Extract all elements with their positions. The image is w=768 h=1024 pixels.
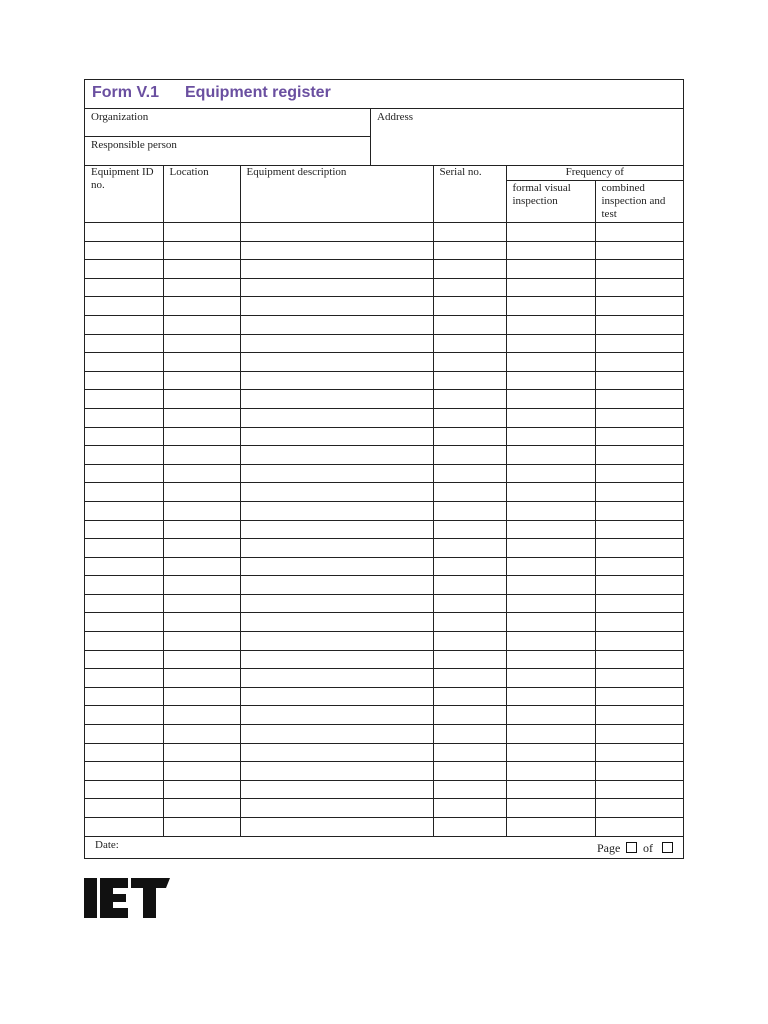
responsible-person-field[interactable]: [85, 137, 370, 165]
table-cell[interactable]: [506, 762, 595, 781]
table-cell[interactable]: [433, 687, 506, 706]
table-cell[interactable]: [85, 520, 163, 539]
table-cell[interactable]: [595, 613, 683, 632]
table-cell[interactable]: [506, 278, 595, 297]
table-cell[interactable]: [506, 799, 595, 818]
table-cell[interactable]: [433, 818, 506, 837]
address-label: Address: [377, 111, 414, 123]
table-cell[interactable]: [240, 632, 433, 651]
table-row: [85, 799, 683, 818]
table-cell[interactable]: [595, 576, 683, 595]
table-row: [85, 371, 683, 390]
table-cell[interactable]: [595, 260, 683, 279]
table-cell[interactable]: [433, 353, 506, 372]
table-cell[interactable]: [433, 780, 506, 799]
table-cell[interactable]: [240, 501, 433, 520]
table-row: [85, 650, 683, 669]
equipment-table: [85, 166, 683, 837]
table-cell[interactable]: [506, 539, 595, 558]
table-row: [85, 446, 683, 465]
table-cell[interactable]: [433, 669, 506, 688]
form-title: Equipment register: [185, 84, 331, 101]
table-row: [85, 241, 683, 260]
form-info-section: [85, 109, 683, 166]
table-cell[interactable]: [240, 390, 433, 409]
table-cell[interactable]: [595, 762, 683, 781]
table-cell[interactable]: [240, 725, 433, 744]
table-cell[interactable]: [163, 408, 240, 427]
table-cell[interactable]: [433, 427, 506, 446]
table-cell[interactable]: [595, 334, 683, 353]
table-cell[interactable]: [433, 743, 506, 762]
table-cell[interactable]: [433, 501, 506, 520]
table-cell[interactable]: [163, 297, 240, 316]
table-cell[interactable]: [85, 799, 163, 818]
table-cell[interactable]: [506, 260, 595, 279]
table-cell[interactable]: [433, 223, 506, 242]
table-cell[interactable]: [163, 539, 240, 558]
table-cell[interactable]: [433, 799, 506, 818]
form-number: Form V.1: [92, 84, 159, 101]
table-cell[interactable]: [433, 762, 506, 781]
table-cell[interactable]: [595, 371, 683, 390]
table-row: [85, 520, 683, 539]
table-cell[interactable]: [433, 557, 506, 576]
table-cell[interactable]: [163, 278, 240, 297]
table-row: [85, 557, 683, 576]
table-cell[interactable]: [163, 557, 240, 576]
table-cell[interactable]: [506, 371, 595, 390]
table-row: [85, 762, 683, 781]
table-row: [85, 408, 683, 427]
table-cell[interactable]: [433, 297, 506, 316]
table-cell[interactable]: [85, 446, 163, 465]
table-cell[interactable]: [433, 725, 506, 744]
table-cell[interactable]: [595, 223, 683, 242]
table-cell[interactable]: [163, 725, 240, 744]
table-body: [85, 223, 683, 837]
column-header-description: Equipment description: [240, 166, 433, 223]
table-row: [85, 315, 683, 334]
table-cell[interactable]: [85, 650, 163, 669]
table-row: [85, 353, 683, 372]
table-cell[interactable]: [163, 632, 240, 651]
table-row: [85, 464, 683, 483]
table-cell[interactable]: [163, 483, 240, 502]
table-cell[interactable]: [240, 799, 433, 818]
table-cell[interactable]: [85, 687, 163, 706]
table-cell[interactable]: [595, 464, 683, 483]
table-cell[interactable]: [85, 780, 163, 799]
page-label: Page: [597, 841, 621, 855]
table-cell[interactable]: [433, 650, 506, 669]
table-row: [85, 223, 683, 242]
table-cell[interactable]: [163, 650, 240, 669]
table-cell[interactable]: [595, 353, 683, 372]
table-row: [85, 669, 683, 688]
table-cell[interactable]: [506, 594, 595, 613]
table-cell[interactable]: [240, 483, 433, 502]
table-cell[interactable]: [595, 539, 683, 558]
table-cell[interactable]: [595, 408, 683, 427]
table-cell[interactable]: [163, 501, 240, 520]
table-cell[interactable]: [595, 483, 683, 502]
table-cell[interactable]: [595, 632, 683, 651]
table-cell[interactable]: [506, 557, 595, 576]
table-cell[interactable]: [163, 371, 240, 390]
table-cell[interactable]: [85, 743, 163, 762]
table-cell[interactable]: [163, 613, 240, 632]
table-cell[interactable]: [163, 334, 240, 353]
table-cell[interactable]: [240, 557, 433, 576]
table-cell[interactable]: [85, 427, 163, 446]
table-cell[interactable]: [506, 297, 595, 316]
table-cell[interactable]: [433, 520, 506, 539]
table-cell[interactable]: [240, 371, 433, 390]
table-cell[interactable]: [163, 743, 240, 762]
table-cell[interactable]: [85, 557, 163, 576]
table-cell[interactable]: [506, 687, 595, 706]
table-cell[interactable]: [506, 725, 595, 744]
table-cell[interactable]: [595, 427, 683, 446]
table-cell[interactable]: [595, 780, 683, 799]
table-cell[interactable]: [240, 762, 433, 781]
address-field[interactable]: [371, 109, 683, 165]
table-row: [85, 743, 683, 762]
table-cell[interactable]: [240, 743, 433, 762]
table-cell[interactable]: [240, 650, 433, 669]
table-cell[interactable]: [240, 278, 433, 297]
table-cell[interactable]: [595, 669, 683, 688]
table-cell[interactable]: [85, 241, 163, 260]
table-cell[interactable]: [433, 260, 506, 279]
table-cell[interactable]: [163, 799, 240, 818]
table-cell[interactable]: [433, 613, 506, 632]
table-cell[interactable]: [506, 223, 595, 242]
table-row: [85, 501, 683, 520]
table-cell[interactable]: [163, 520, 240, 539]
table-row: [85, 427, 683, 446]
table-cell[interactable]: [85, 669, 163, 688]
table-row: [85, 390, 683, 409]
table-cell[interactable]: [506, 427, 595, 446]
table-cell[interactable]: [506, 632, 595, 651]
table-cell[interactable]: [240, 687, 433, 706]
column-header-equipment-id: Equipment ID no.: [85, 166, 163, 223]
table-row: [85, 780, 683, 799]
table-cell[interactable]: [506, 483, 595, 502]
table-cell[interactable]: [595, 557, 683, 576]
table-cell[interactable]: [595, 390, 683, 409]
table-cell[interactable]: [506, 315, 595, 334]
table-cell[interactable]: [85, 371, 163, 390]
table-cell[interactable]: [433, 576, 506, 595]
table-row: [85, 260, 683, 279]
table-cell[interactable]: [240, 408, 433, 427]
table-cell[interactable]: [506, 818, 595, 837]
equipment-register-form: [84, 79, 684, 859]
iet-logo-mark: [84, 872, 172, 920]
table-cell[interactable]: [163, 706, 240, 725]
table-row: [85, 278, 683, 297]
table-cell[interactable]: [240, 594, 433, 613]
table-cell[interactable]: [506, 353, 595, 372]
table-cell[interactable]: [85, 725, 163, 744]
table-cell[interactable]: [506, 390, 595, 409]
table-cell[interactable]: [595, 725, 683, 744]
table-row: [85, 725, 683, 744]
table-cell[interactable]: [240, 706, 433, 725]
table-cell[interactable]: [506, 408, 595, 427]
table-row: [85, 594, 683, 613]
table-cell[interactable]: [595, 687, 683, 706]
table-cell[interactable]: [85, 260, 163, 279]
table-cell[interactable]: [433, 371, 506, 390]
table-cell[interactable]: [240, 520, 433, 539]
table-cell[interactable]: [85, 632, 163, 651]
table-cell[interactable]: [85, 706, 163, 725]
table-cell[interactable]: [433, 632, 506, 651]
table-cell[interactable]: [163, 315, 240, 334]
table-cell[interactable]: [506, 780, 595, 799]
table-row: [85, 576, 683, 595]
table-cell[interactable]: [595, 706, 683, 725]
of-label: of: [643, 841, 653, 855]
table-cell[interactable]: [433, 408, 506, 427]
column-header-location: Location: [163, 166, 240, 223]
organization-label: Organization: [91, 111, 149, 123]
table-cell[interactable]: [433, 483, 506, 502]
table-cell[interactable]: [240, 669, 433, 688]
table-cell[interactable]: [433, 241, 506, 260]
table-row: [85, 687, 683, 706]
column-header-frequency: Frequency of: [506, 166, 683, 181]
table-row: [85, 539, 683, 558]
table-cell[interactable]: [163, 687, 240, 706]
table-cell[interactable]: [433, 278, 506, 297]
table-cell[interactable]: [85, 594, 163, 613]
organization-field[interactable]: [85, 109, 370, 137]
table-cell[interactable]: [240, 297, 433, 316]
table-cell[interactable]: [240, 334, 433, 353]
table-cell[interactable]: [85, 483, 163, 502]
table-cell[interactable]: [163, 390, 240, 409]
table-cell[interactable]: [85, 762, 163, 781]
table-cell[interactable]: [163, 576, 240, 595]
table-cell[interactable]: [506, 241, 595, 260]
table-cell[interactable]: [595, 297, 683, 316]
form-footer: [85, 837, 683, 859]
table-cell[interactable]: [433, 539, 506, 558]
table-cell[interactable]: [433, 315, 506, 334]
table-cell[interactable]: [85, 297, 163, 316]
table-cell[interactable]: [85, 223, 163, 242]
table-cell[interactable]: [595, 799, 683, 818]
table-cell[interactable]: [85, 278, 163, 297]
table-cell[interactable]: [85, 539, 163, 558]
table-cell[interactable]: [595, 315, 683, 334]
table-cell[interactable]: [240, 446, 433, 465]
table-cell[interactable]: [163, 762, 240, 781]
table-cell[interactable]: [595, 278, 683, 297]
table-cell[interactable]: [240, 260, 433, 279]
table-cell[interactable]: [163, 594, 240, 613]
table-row: [85, 334, 683, 353]
table-cell[interactable]: [240, 464, 433, 483]
info-left-column: [85, 109, 371, 165]
table-cell[interactable]: [433, 446, 506, 465]
table-cell[interactable]: [433, 594, 506, 613]
table-row: [85, 818, 683, 837]
page-number-checkbox[interactable]: [626, 842, 637, 853]
table-cell[interactable]: [595, 818, 683, 837]
responsible-person-label: Responsible person: [91, 139, 177, 151]
table-cell[interactable]: [85, 390, 163, 409]
page-total-checkbox[interactable]: [662, 842, 673, 853]
iet-logo: [84, 872, 172, 925]
table-cell[interactable]: [506, 334, 595, 353]
table-cell[interactable]: [506, 446, 595, 465]
table-cell[interactable]: [506, 576, 595, 595]
table-cell[interactable]: [595, 241, 683, 260]
table-cell[interactable]: [506, 669, 595, 688]
date-label: Date:: [95, 839, 119, 851]
table-cell[interactable]: [506, 743, 595, 762]
table-cell[interactable]: [595, 743, 683, 762]
table-cell[interactable]: [595, 594, 683, 613]
table-cell[interactable]: [163, 669, 240, 688]
table-cell[interactable]: [433, 706, 506, 725]
table-cell[interactable]: [163, 464, 240, 483]
table-cell[interactable]: [163, 241, 240, 260]
table-cell[interactable]: [506, 613, 595, 632]
table-cell[interactable]: [163, 446, 240, 465]
table-cell[interactable]: [85, 334, 163, 353]
table-row: [85, 706, 683, 725]
table-cell[interactable]: [240, 818, 433, 837]
table-row: [85, 632, 683, 651]
table-row: [85, 483, 683, 502]
column-header-formal-visual: formal visual inspection: [506, 181, 595, 223]
table-cell[interactable]: [506, 650, 595, 669]
table-cell[interactable]: [506, 520, 595, 539]
table-cell[interactable]: [595, 446, 683, 465]
table-cell[interactable]: [240, 427, 433, 446]
table-cell[interactable]: [85, 501, 163, 520]
table-cell[interactable]: [595, 520, 683, 539]
column-header-serial: Serial no.: [433, 166, 506, 223]
table-cell[interactable]: [85, 576, 163, 595]
table-row: [85, 613, 683, 632]
table-cell[interactable]: [433, 334, 506, 353]
table-cell[interactable]: [240, 241, 433, 260]
table-cell[interactable]: [240, 539, 433, 558]
table-cell[interactable]: [85, 315, 163, 334]
table-cell[interactable]: [85, 613, 163, 632]
table-cell[interactable]: [433, 464, 506, 483]
table-cell[interactable]: [85, 408, 163, 427]
table-cell[interactable]: [163, 818, 240, 837]
table-cell[interactable]: [240, 223, 433, 242]
table-cell[interactable]: [163, 353, 240, 372]
table-cell[interactable]: [240, 353, 433, 372]
table-cell[interactable]: [240, 780, 433, 799]
table-cell[interactable]: [240, 315, 433, 334]
table-cell[interactable]: [163, 223, 240, 242]
table-cell[interactable]: [240, 576, 433, 595]
table-cell[interactable]: [163, 260, 240, 279]
table-cell[interactable]: [163, 427, 240, 446]
table-cell[interactable]: [240, 613, 433, 632]
table-cell[interactable]: [506, 706, 595, 725]
table-cell[interactable]: [506, 501, 595, 520]
form-title-bar: [85, 80, 683, 109]
table-cell[interactable]: [85, 353, 163, 372]
table-cell[interactable]: [85, 464, 163, 483]
table-cell[interactable]: [595, 650, 683, 669]
column-header-combined: combined inspection and test: [595, 181, 683, 223]
table-row: [85, 297, 683, 316]
table-cell[interactable]: [506, 464, 595, 483]
table-cell[interactable]: [595, 501, 683, 520]
table-cell[interactable]: [433, 390, 506, 409]
table-cell[interactable]: [163, 780, 240, 799]
table-cell[interactable]: [85, 818, 163, 837]
